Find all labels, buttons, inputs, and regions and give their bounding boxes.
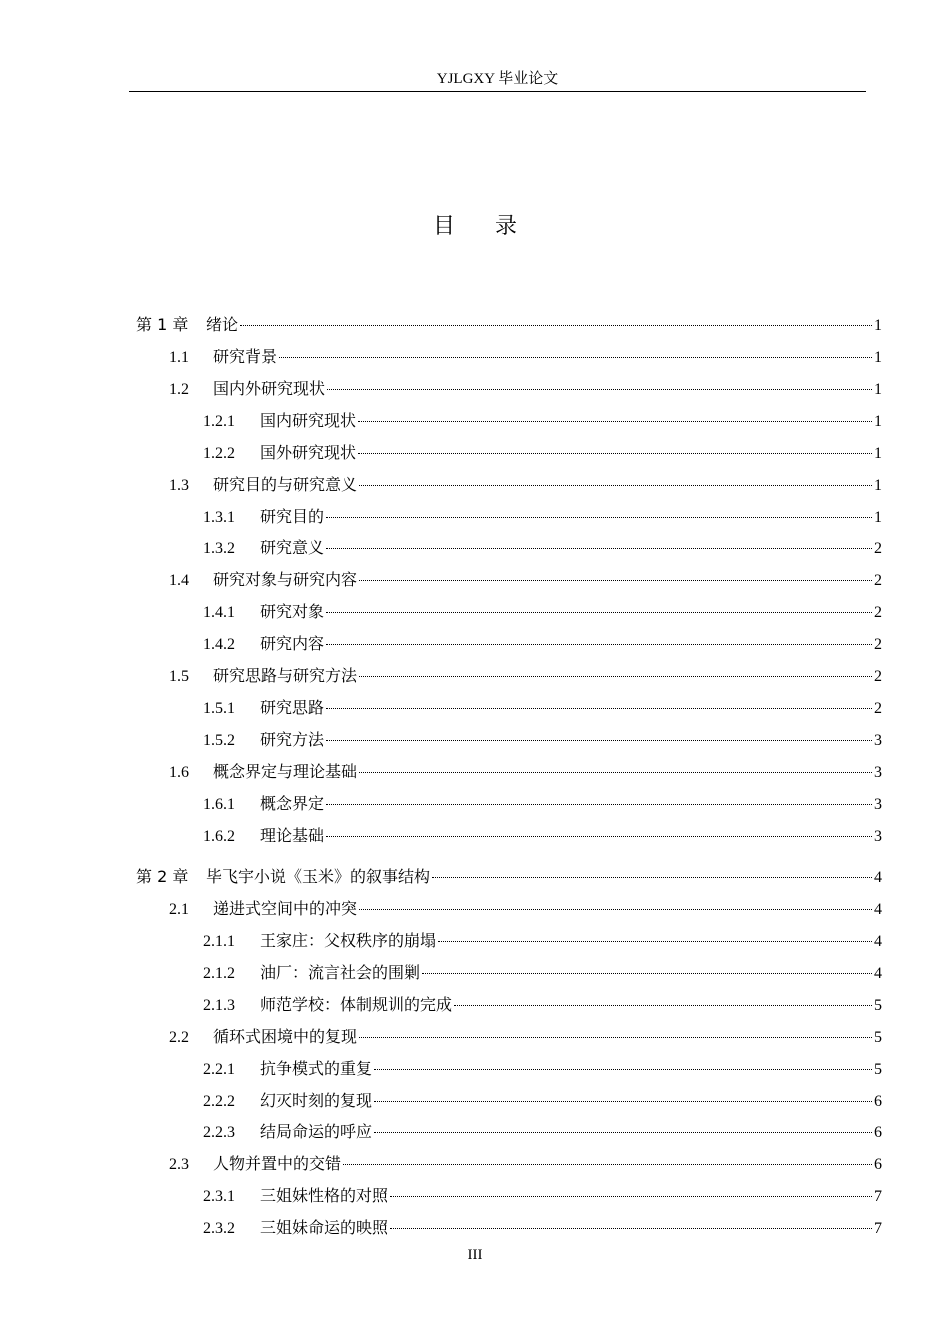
toc-entry-page: 1 — [874, 445, 882, 462]
toc-entry-title: 结局命运的呼应 — [260, 1122, 373, 1141]
toc-entry-page: 2 — [874, 540, 882, 557]
toc-title — [0, 210, 950, 244]
toc-entry-number: 1.5 — [169, 668, 189, 685]
toc-entry-number: 1.5.1 — [203, 700, 235, 717]
toc-entry-page: 5 — [874, 1061, 882, 1078]
toc-chapter[interactable] — [136, 866, 882, 888]
page-number: III — [467, 1247, 483, 1263]
toc-entry-number: 1.5.2 — [203, 732, 235, 749]
toc-entry-number: 1.3.2 — [203, 540, 235, 557]
toc-dot-leader — [438, 941, 872, 942]
toc-entry[interactable] — [203, 537, 882, 559]
toc-entry-title: 研究目的与研究意义 — [213, 475, 358, 494]
toc-entry-number: 2.2.3 — [203, 1124, 235, 1141]
toc-entry-number: 2.1.3 — [203, 997, 235, 1014]
toc-dot-leader — [359, 676, 872, 677]
toc-entry-page: 6 — [874, 1093, 882, 1110]
toc-entry-page: 4 — [874, 869, 882, 886]
toc-dot-leader — [359, 580, 872, 581]
toc-entry-page: 1 — [874, 381, 882, 398]
toc-entry[interactable] — [169, 665, 882, 687]
toc-dot-leader — [359, 1037, 872, 1038]
toc-entry-page: 6 — [874, 1124, 882, 1141]
toc-entry[interactable] — [203, 601, 882, 623]
toc-entry-page: 2 — [874, 604, 882, 621]
toc-entry-title: 抗争模式的重复 — [260, 1059, 373, 1078]
toc-entry-number: 2.3 — [169, 1156, 189, 1173]
toc-dot-leader — [374, 1101, 872, 1102]
toc-dot-leader — [326, 708, 872, 709]
toc-entry-title: 国内外研究现状 — [213, 379, 326, 398]
toc-entry-number: 2.1.2 — [203, 965, 235, 982]
toc-entry-number: 1.2 — [169, 381, 189, 398]
toc-dot-leader — [279, 357, 872, 358]
toc-entry-number: 2.3.2 — [203, 1220, 235, 1237]
toc-entry-number: 1.4.2 — [203, 636, 235, 653]
toc-entry[interactable] — [203, 697, 882, 719]
toc-entry-number: 1.3 — [169, 477, 189, 494]
toc-entry-page: 5 — [874, 997, 882, 1014]
toc-dot-leader — [359, 485, 872, 486]
toc-entry[interactable] — [203, 962, 882, 984]
toc-entry-number: 第 1 章 — [136, 315, 189, 334]
toc-dot-leader — [326, 836, 872, 837]
toc-entry-page: 3 — [874, 732, 882, 749]
toc-entry-page: 7 — [874, 1220, 882, 1237]
toc-entry-page: 1 — [874, 509, 882, 526]
toc-entry[interactable] — [169, 346, 882, 368]
toc-entry[interactable] — [169, 378, 882, 400]
toc-dot-leader — [326, 804, 872, 805]
toc-entry-page: 6 — [874, 1156, 882, 1173]
toc-entry-title: 国内研究现状 — [260, 411, 357, 430]
toc-entry-title: 王家庄：父权秩序的崩塌 — [260, 931, 437, 950]
toc-entry-page: 3 — [874, 796, 882, 813]
toc-entry-title: 国外研究现状 — [260, 443, 357, 462]
toc-entry-title: 三姐妹性格的对照 — [260, 1186, 389, 1205]
toc-entry[interactable] — [203, 994, 882, 1016]
toc-entry[interactable] — [203, 930, 882, 952]
toc-entry-page: 4 — [874, 901, 882, 918]
toc-dot-leader — [326, 517, 872, 518]
toc-entry[interactable] — [203, 410, 882, 432]
toc-dot-leader — [358, 453, 872, 454]
toc-dot-leader — [326, 548, 872, 549]
toc-entry[interactable] — [203, 506, 882, 528]
toc-entry-number: 1.4.1 — [203, 604, 235, 621]
toc-dot-leader — [390, 1228, 872, 1229]
toc-dot-leader — [358, 421, 872, 422]
toc-entry-number: 1.1 — [169, 349, 189, 366]
toc-dot-leader — [343, 1164, 872, 1165]
toc-dot-leader — [374, 1069, 872, 1070]
toc-entry[interactable] — [203, 793, 882, 815]
toc-entry-number: 1.6.2 — [203, 828, 235, 845]
toc-entry-number: 1.2.1 — [203, 413, 235, 430]
toc-entry-title: 研究目的 — [260, 507, 325, 526]
toc-dot-leader — [454, 1005, 872, 1006]
toc-dot-leader — [240, 325, 872, 326]
toc-entry-number: 2.2.1 — [203, 1061, 235, 1078]
toc-entry-title: 人物并置中的交错 — [213, 1154, 342, 1173]
toc-entry-page: 1 — [874, 413, 882, 430]
toc-entry-title: 师范学校：体制规训的完成 — [260, 995, 453, 1014]
toc-entry-title: 理论基础 — [260, 826, 325, 845]
toc-entry-number: 1.3.1 — [203, 509, 235, 526]
toc-dot-leader — [359, 772, 872, 773]
toc-entry-number: 2.3.1 — [203, 1188, 235, 1205]
toc-entry-page: 2 — [874, 636, 882, 653]
toc-entry-title: 研究方法 — [260, 730, 325, 749]
toc-entry-number: 1.6.1 — [203, 796, 235, 813]
toc-chapter[interactable] — [136, 314, 882, 336]
toc-entry-page: 4 — [874, 965, 882, 982]
toc-dot-leader — [374, 1132, 872, 1133]
toc-dot-leader — [359, 909, 872, 910]
toc-entry[interactable] — [203, 825, 882, 847]
toc-entry-title: 研究思路 — [260, 698, 325, 717]
toc-entry[interactable] — [169, 474, 882, 496]
toc-entry-title: 研究对象与研究内容 — [213, 570, 358, 589]
header-rule — [129, 91, 866, 92]
toc-entry[interactable] — [169, 569, 882, 591]
toc-entry-title: 研究意义 — [260, 538, 325, 557]
toc-dot-leader — [326, 740, 872, 741]
toc-dot-leader — [327, 389, 872, 390]
toc-entry-page: 2 — [874, 700, 882, 717]
page-header: YJLGXY 毕业论文 — [436, 71, 559, 87]
toc-entry-number: 2.1 — [169, 901, 189, 918]
toc-entry-title: 研究内容 — [260, 634, 325, 653]
toc-entry[interactable] — [169, 1153, 882, 1175]
toc-entry[interactable] — [203, 1217, 882, 1239]
toc-entry-page: 3 — [874, 828, 882, 845]
toc-entry[interactable] — [203, 729, 882, 751]
toc-entry-title: 幻灭时刻的复现 — [260, 1091, 373, 1110]
toc-entry[interactable] — [203, 1090, 882, 1112]
toc-entry-page: 4 — [874, 933, 882, 950]
toc-entry-number: 2.1.1 — [203, 933, 235, 950]
toc-entry-page: 7 — [874, 1188, 882, 1205]
toc-entry-title: 概念界定与理论基础 — [213, 762, 358, 781]
toc-entry[interactable] — [203, 1058, 882, 1080]
toc-dot-leader — [432, 877, 872, 878]
toc-entry[interactable] — [203, 1121, 882, 1143]
toc-entry-number: 1.6 — [169, 764, 189, 781]
toc-entry-title: 递进式空间中的冲突 — [213, 899, 358, 918]
toc-entry-page: 2 — [874, 668, 882, 685]
toc-dot-leader — [326, 644, 872, 645]
toc-entry-title: 研究思路与研究方法 — [213, 666, 358, 685]
toc-entry-page: 2 — [874, 572, 882, 589]
toc-entry-title: 毕飞宇小说《玉米》的叙事结构 — [206, 867, 431, 886]
toc-entry[interactable] — [203, 633, 882, 655]
toc-entry-page: 3 — [874, 764, 882, 781]
toc-entry-title: 油厂：流言社会的围剿 — [260, 963, 421, 982]
toc-entry-number: 第 2 章 — [136, 867, 189, 886]
toc-entry-title: 循环式困境中的复现 — [213, 1027, 358, 1046]
toc-entry-page: 1 — [874, 317, 882, 334]
toc-entry-title: 三姐妹命运的映照 — [260, 1218, 389, 1237]
toc-entry-page: 5 — [874, 1029, 882, 1046]
toc-entry[interactable] — [203, 1185, 882, 1207]
toc-entry[interactable] — [203, 442, 882, 464]
toc-title-second: 录 — [495, 214, 518, 239]
toc-entry[interactable] — [169, 761, 882, 783]
toc-entry-number: 2.2 — [169, 1029, 189, 1046]
toc-entry[interactable] — [169, 1026, 882, 1048]
toc-entry-page: 1 — [874, 477, 882, 494]
toc-entry-page: 1 — [874, 349, 882, 366]
toc-dot-leader — [390, 1196, 872, 1197]
toc-dot-leader — [326, 612, 872, 613]
toc-title-first: 目 — [432, 214, 455, 239]
toc-entry-title: 概念界定 — [260, 794, 325, 813]
toc-entry-title: 研究对象 — [260, 602, 325, 621]
toc-entry-number: 1.2.2 — [203, 445, 235, 462]
toc-entry[interactable] — [169, 898, 882, 920]
toc-entry-title: 研究背景 — [213, 347, 278, 366]
toc-entry-number: 1.4 — [169, 572, 189, 589]
toc-dot-leader — [422, 973, 872, 974]
toc-entry-number: 2.2.2 — [203, 1093, 235, 1110]
toc-entry-title: 绪论 — [206, 315, 239, 334]
